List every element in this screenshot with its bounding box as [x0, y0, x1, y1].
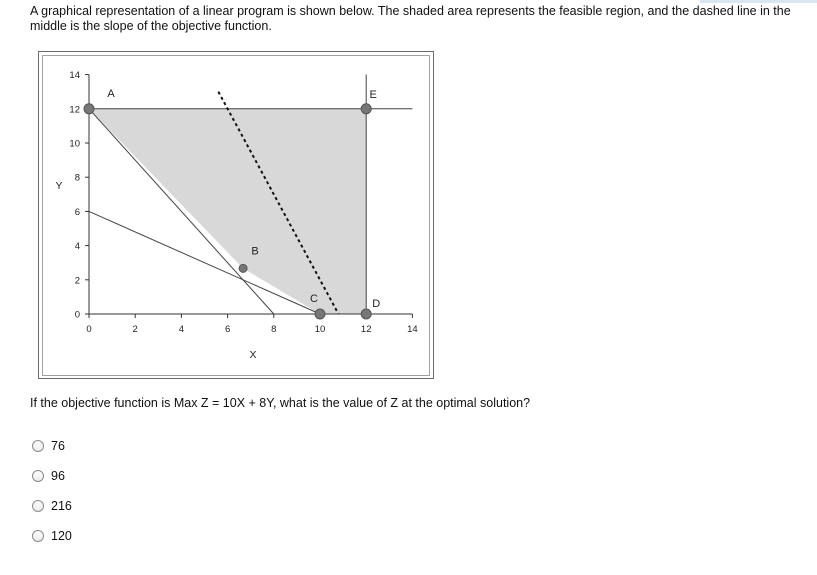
graph-figure — [38, 51, 434, 379]
point-label-b: B — [251, 245, 259, 258]
x-axis-label: X — [249, 349, 257, 361]
radio-button[interactable] — [32, 470, 44, 482]
x-tick-label: 10 — [314, 324, 326, 335]
x-tick-label: 6 — [224, 324, 231, 335]
corner-point-c — [315, 309, 325, 319]
option-label: 76 — [51, 439, 65, 453]
corner-point-b — [239, 264, 247, 272]
option-label: 96 — [51, 469, 65, 483]
y-axis-label: Y — [55, 180, 63, 193]
y-tick-label: 4 — [74, 241, 80, 253]
y-tick-label: 12 — [69, 104, 80, 116]
y-tick-label: 0 — [74, 309, 80, 321]
top-accent-bar — [700, 0, 817, 3]
x-tick-label: 4 — [178, 324, 185, 335]
y-tick-label: 6 — [74, 206, 80, 218]
lp-chart — [39, 52, 433, 378]
point-label-e: E — [369, 88, 377, 101]
question-text: If the objective function is Max Z = 10X + 8Y, what is the value of Z at the optimal solution? — [30, 396, 531, 410]
x-tick-label: 8 — [271, 324, 277, 335]
question-prompt: A graphical representation of a linear program is shown below. The shaded area represents the feasible region, and the dashed line in the middle is the slope of the objective function. — [30, 4, 791, 33]
answer-option[interactable] — [32, 468, 72, 498]
y-tick-label: 2 — [74, 275, 80, 287]
x-tick-label: 12 — [360, 324, 372, 335]
feasible-region — [89, 109, 366, 314]
y-tick-label: 8 — [74, 172, 80, 184]
x-tick-label: 0 — [86, 324, 92, 335]
x-tick-label: 2 — [132, 324, 138, 335]
answer-option[interactable] — [32, 498, 72, 528]
radio-button[interactable] — [32, 530, 44, 542]
point-label-d: D — [372, 298, 381, 310]
option-label: 120 — [51, 529, 72, 543]
y-tick-label: 10 — [69, 138, 80, 150]
corner-point-e — [361, 104, 371, 114]
answer-option[interactable] — [32, 528, 72, 558]
answer-options — [32, 438, 72, 558]
corner-point-d — [361, 309, 371, 319]
point-label-a: A — [107, 87, 115, 100]
radio-button[interactable] — [32, 440, 44, 452]
corner-point-a — [84, 104, 94, 114]
y-tick-label: 14 — [69, 70, 80, 82]
answer-option[interactable] — [32, 438, 72, 468]
option-label: 216 — [51, 499, 72, 513]
radio-button[interactable] — [32, 500, 44, 512]
x-tick-label: 14 — [407, 324, 418, 335]
point-label-c: C — [310, 293, 318, 305]
